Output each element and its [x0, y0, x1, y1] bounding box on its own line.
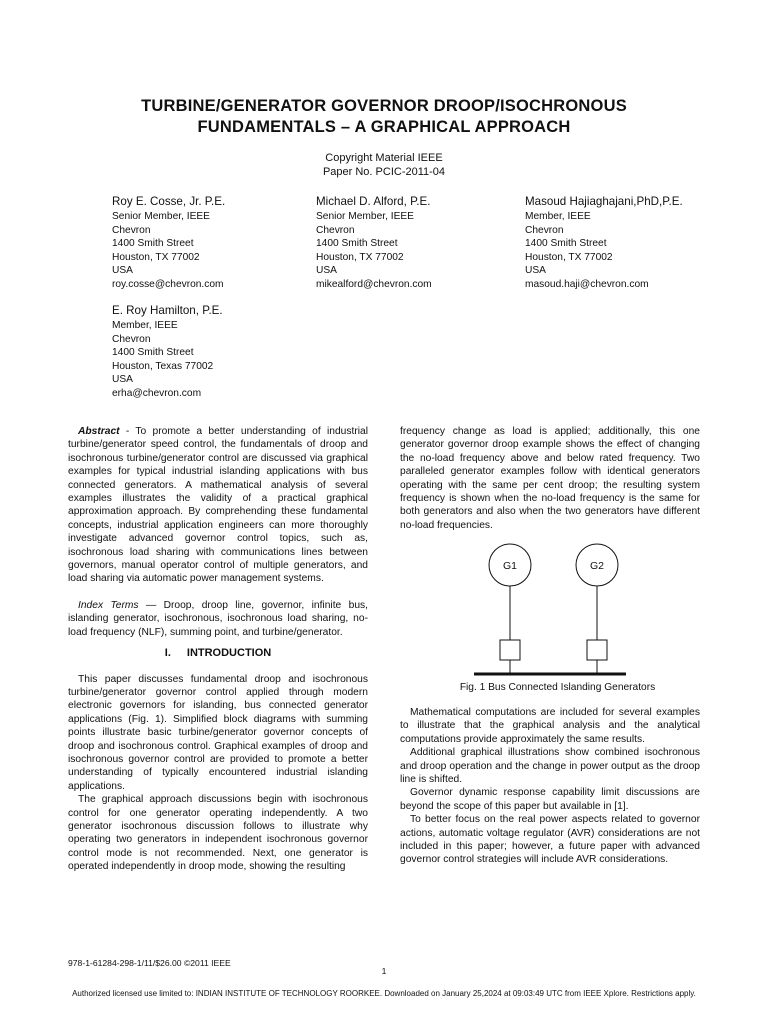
- author-city: Houston, Texas 77002: [112, 360, 214, 372]
- generator-g1: [489, 544, 531, 586]
- author-company: Chevron: [112, 224, 151, 236]
- right-paragraph-1: Mathematical computations are included for several examples to illustrate that the graphical analysis and the analytical computations provide approximately the same results.: [400, 707, 700, 745]
- author-company: Chevron: [525, 224, 564, 236]
- abstract-label: Abstract: [78, 426, 120, 437]
- abstract-paragraph: [68, 425, 368, 586]
- section-heading-introduction: [68, 647, 368, 660]
- title-line-1: TURBINE/GENERATOR GOVERNOR DROOP/ISOCHRONOUS: [141, 97, 627, 115]
- authorized-use-notice: Authorized licensed use limited to: INDIAN INSTITUTE OF TECHNOLOGY ROORKEE. Downloaded on January 25,2024 at 09:03:49 UTC from IEEE Xplore. Restrictions apply.: [72, 989, 696, 998]
- abstract-text: - To promote a better understanding of industrial turbine/generator speed control, the fundamentals of droop and isochronous turbine/generator control are discussed via graphical examples for typical industrial islanding applications with bus connected generators. A mathematical analysis of several examples illustrates the validity of a practical graphical approximation approach. By comprehending these fundamental concepts, industrial application engineers can more thoroughly investigate advanced governor control topics, such as, isochronous load sharing with communications lines between governors, manual operator control of multiple generators, and load sharing via automatic power management systems.: [68, 426, 368, 585]
- author-company: Chevron: [316, 224, 355, 236]
- author-block-alford: [316, 194, 432, 291]
- author-block-hamilton: [112, 303, 223, 400]
- author-street: 1400 Smith Street: [112, 238, 194, 249]
- author-email: erha@chevron.com: [112, 387, 202, 399]
- generator-g1-label: G1: [502, 560, 518, 572]
- generator-g2: [576, 544, 618, 586]
- right-paragraph-2: Additional graphical illustrations show combined isochronous and droop operation and the change in power output as the droop line is shifted.: [400, 747, 700, 786]
- isbn-footer: 978-1-61284-298-1/11/$26.00 ©2011 IEEE: [68, 958, 231, 968]
- generator-g2-label: G2: [589, 560, 605, 572]
- author-street: 1400 Smith Street: [316, 238, 398, 249]
- g1-breaker: [500, 640, 520, 660]
- index-terms-text: — Droop, droop line, governor, infinite bus, islanding generator, isochronous, isochronous load sharing, no-load frequency (NLF), summing point, and turbine/generator.: [68, 599, 368, 638]
- author-email: roy.cosse@chevron.com: [112, 278, 224, 290]
- author-company: Chevron: [112, 333, 151, 345]
- author-city: Houston, TX 77002: [525, 251, 613, 263]
- right-paragraph-4: To better focus on the real power aspects related to governor actions, automatic voltage regulator (AVR) considerations are not included in this paper; however, a future paper with advanced governor control strategies will include AVR considerations.: [400, 814, 700, 866]
- author-name: Roy E. Cosse, Jr. P.E.: [112, 195, 226, 208]
- author-name: Masoud Hajiaghajani,PhD,P.E.: [525, 195, 683, 208]
- copyright-block: [0, 151, 768, 179]
- author-street: 1400 Smith Street: [525, 238, 607, 249]
- author-street: 1400 Smith Street: [112, 347, 194, 358]
- author-membership: Senior Member, IEEE: [112, 211, 210, 222]
- g2-breaker: [587, 640, 607, 660]
- author-membership: Member, IEEE: [525, 211, 591, 222]
- right-column-bottom: [400, 706, 700, 867]
- figure-caption: Fig. 1 Bus Connected Islanding Generators: [459, 682, 656, 693]
- author-email: mikealford@chevron.com: [316, 278, 432, 290]
- author-country: USA: [112, 265, 133, 276]
- author-name: E. Roy Hamilton, P.E.: [112, 304, 223, 317]
- author-membership: Member, IEEE: [112, 320, 178, 331]
- index-terms-paragraph: [68, 599, 368, 639]
- paper-number: Paper No. PCIC-2011-04: [322, 166, 446, 178]
- index-terms-label: Index Terms: [78, 599, 139, 611]
- right-paragraph-3: Governor dynamic response capability limit discussions are beyond the scope of this paper but available in [1].: [400, 787, 700, 812]
- author-city: Houston, TX 77002: [112, 251, 200, 263]
- author-block-cosse: [112, 194, 225, 291]
- figure-bus-generators: [442, 540, 682, 680]
- section-number: I.: [164, 647, 171, 660]
- intro-paragraph-2: The graphical approach discussions begin with isochronous control for one generator operating independently. A two generator isochronous discussion follows to illustrate why operating two generators in independent isochronous governor control mode is not recommended. Next, one generator is operated independently in droop mode, showing the resulting: [68, 794, 368, 873]
- author-city: Houston, TX 77002: [316, 251, 404, 263]
- author-block-hajiaghajani: [525, 194, 683, 291]
- author-name: Michael D. Alford, P.E.: [316, 195, 431, 208]
- copyright-notice: Copyright Material IEEE: [325, 152, 443, 164]
- left-column: [68, 425, 368, 874]
- paper-title: [0, 96, 768, 138]
- right-column-top: [400, 425, 700, 532]
- author-country: USA: [112, 374, 133, 385]
- author-country: USA: [316, 265, 337, 276]
- intro-paragraph-1: This paper discusses fundamental droop and isochronous turbine/generator governor control applied through modern electronic governors for islanding, bus connected generator applications (Fig. 1). Simplified block diagrams with summing points illustrate basic turbine/generator governor concepts of droop and isochronous control. Graphical examples of droop and isochronous governor control are provided to promote a better understanding of typically encountered industrial islanding applications.: [68, 673, 368, 792]
- author-membership: Senior Member, IEEE: [316, 211, 414, 222]
- author-country: USA: [525, 265, 546, 276]
- page-number: 1: [381, 966, 387, 976]
- section-title: INTRODUCTION: [186, 647, 272, 660]
- author-email: masoud.haji@chevron.com: [525, 278, 649, 290]
- title-line-2: FUNDAMENTALS – A GRAPHICAL APPROACH: [197, 118, 571, 136]
- continued-paragraph: frequency change as load is applied; additionally, this one generator governor droop example shows the effect of changing the no-load frequency above and below rated frequency. Two paralleled generator examples follow with identical generators operating with the same per cent droop; the resulting system frequency is shown when the no-load frequency is the same for both generators and also when the two generators have different no-load frequencies.: [400, 426, 700, 531]
